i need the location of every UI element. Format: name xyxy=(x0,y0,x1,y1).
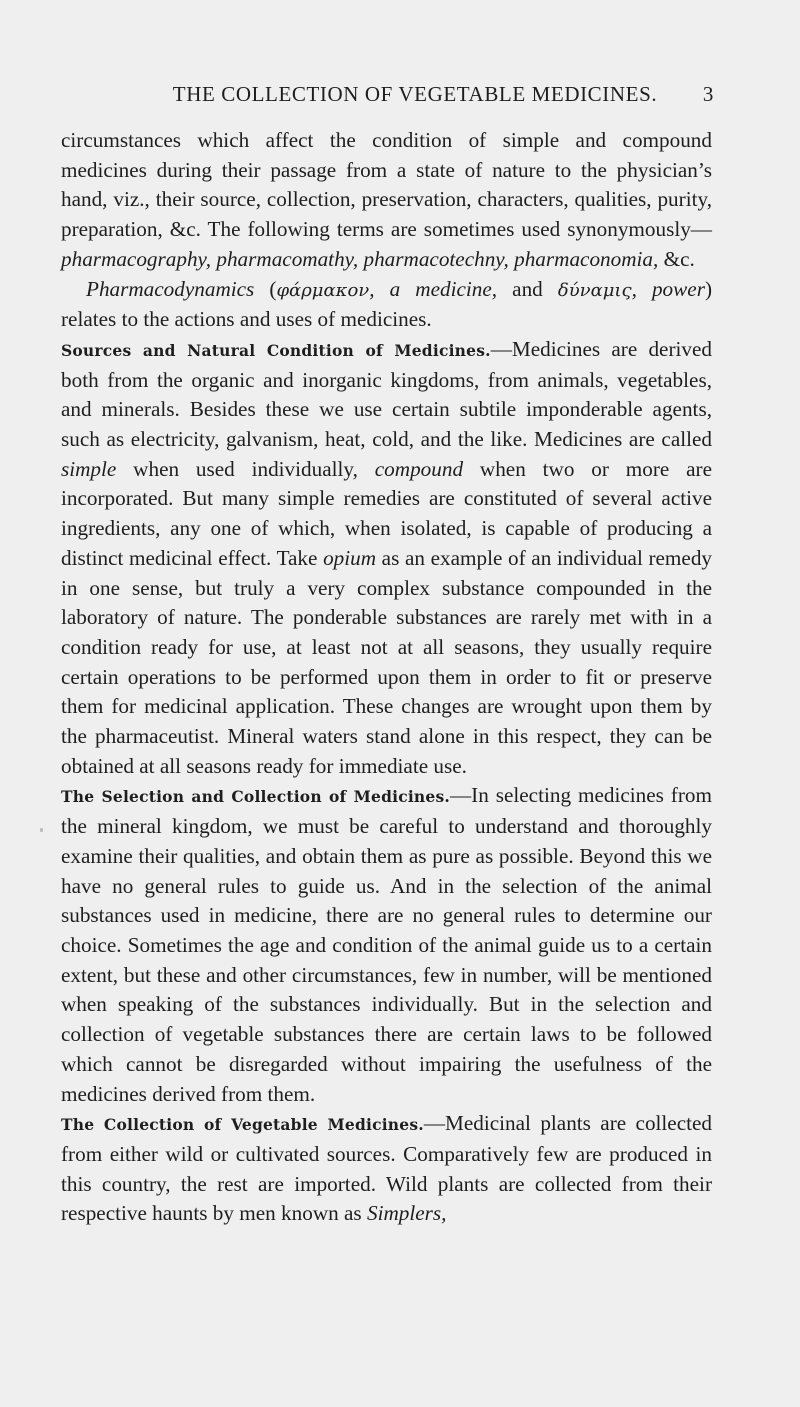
open-paren: ( xyxy=(254,276,277,301)
section-heading-sources: Sources and Natural Condition of Medicines. xyxy=(61,340,491,360)
paragraph-sources xyxy=(61,335,712,782)
term-simplers: Simplers, xyxy=(366,1201,447,1226)
pharmacodynamics-rest: ) relates to the actions and uses of medicines. xyxy=(61,276,712,332)
intro-text: circumstances which affect the condition of simple and compound medicines during their passage from a state of nature to the physician’s hand, viz., their source, collection, preservation, characters, qualities, purity, preparation, &c. The following terms are sometimes used synonymously— xyxy=(61,128,712,242)
section-heading-collection: The Collection of Vegetable Medicines. xyxy=(61,1115,424,1135)
paragraph-pharmacodynamics xyxy=(61,275,712,335)
synonym-terms: pharmacography, pharmacomathy, pharmacotechny, pharmaconomia, xyxy=(61,246,659,271)
body-text xyxy=(61,126,712,1229)
section-heading-selection: The Selection and Collection of Medicines. xyxy=(61,787,450,807)
conjunction-and: and xyxy=(497,276,558,301)
intro-end: &c. xyxy=(658,246,695,271)
scan-speck xyxy=(40,828,43,832)
gloss-power: , power xyxy=(631,276,705,301)
greek-word-dynamis: δύναμις xyxy=(557,279,632,301)
paragraph-collection xyxy=(61,1109,712,1229)
term-simple: simple xyxy=(61,456,117,481)
running-title: THE COLLECTION OF VEGETABLE MEDICINES. xyxy=(172,82,658,106)
selection-text: —In selecting medicines from the mineral kingdom, we must be careful to understand and thoroughly examine their qualities, and obtain them as pure as possible. Beyond this we have no general rules to guide us. And in the selection of the animal substances used in medicine, there are no general rules to determine our choice. Sometimes the age and condition of the animal guide us to a certain extent, but these and other circumstances, few in number, will be mentioned when speaking of the substances individually. But in the selection and collection of vegetable substances there are certain laws to be followed which cannot be disregarded without impairing the usefulness of the medicines derived from them. xyxy=(61,783,712,1106)
greek-word-pharmakon: φάρμακον xyxy=(276,279,370,301)
term-compound: compound xyxy=(374,456,464,481)
term-opium: opium xyxy=(323,545,377,570)
paragraph-intro xyxy=(61,126,712,275)
sources-text-a: —Medicines are derived both from the organic and inorganic kingdoms, from animals, vegetables, and minerals. Besides these we use certain subtile imponderable agents, such as electricity, galvanism, heat, cold, and the like. Medicines are called xyxy=(61,336,712,452)
sources-text-d: as an example of an individual remedy in one sense, but truly a very complex substance compounded in the laboratory of nature. The ponderable substances are rarely met with in a condition ready for use, at least not at all seasons, they usually require certain operations to be performed upon them in order to fit or preserve them for medicinal application. These changes are wrought upon them by the pharmaceutist. Mineral waters stand alone in this respect, they can be obtained at all seasons ready for immediate use. xyxy=(61,545,713,778)
gloss-medicine: , a medicine, xyxy=(369,276,498,301)
paragraph-selection xyxy=(61,781,712,1109)
collection-text: —Medicinal plants are collected from either wild or cultivated sources. Comparatively few are produced in this country, the rest are imported. Wild plants are collected from their respective haunts by men known as xyxy=(61,1111,713,1226)
term-pharmacodynamics: Pharmacodynamics xyxy=(86,276,255,301)
sources-text-b: when used individually, xyxy=(116,456,375,481)
running-head xyxy=(120,82,714,110)
sources-text-c: when two or more are incorporated. But many simple remedies are constituted of several active ingredients, any one of which, when isolated, is capable of producing a distinct medicinal effect. Take xyxy=(61,456,712,570)
page-number: 3 xyxy=(702,82,714,106)
